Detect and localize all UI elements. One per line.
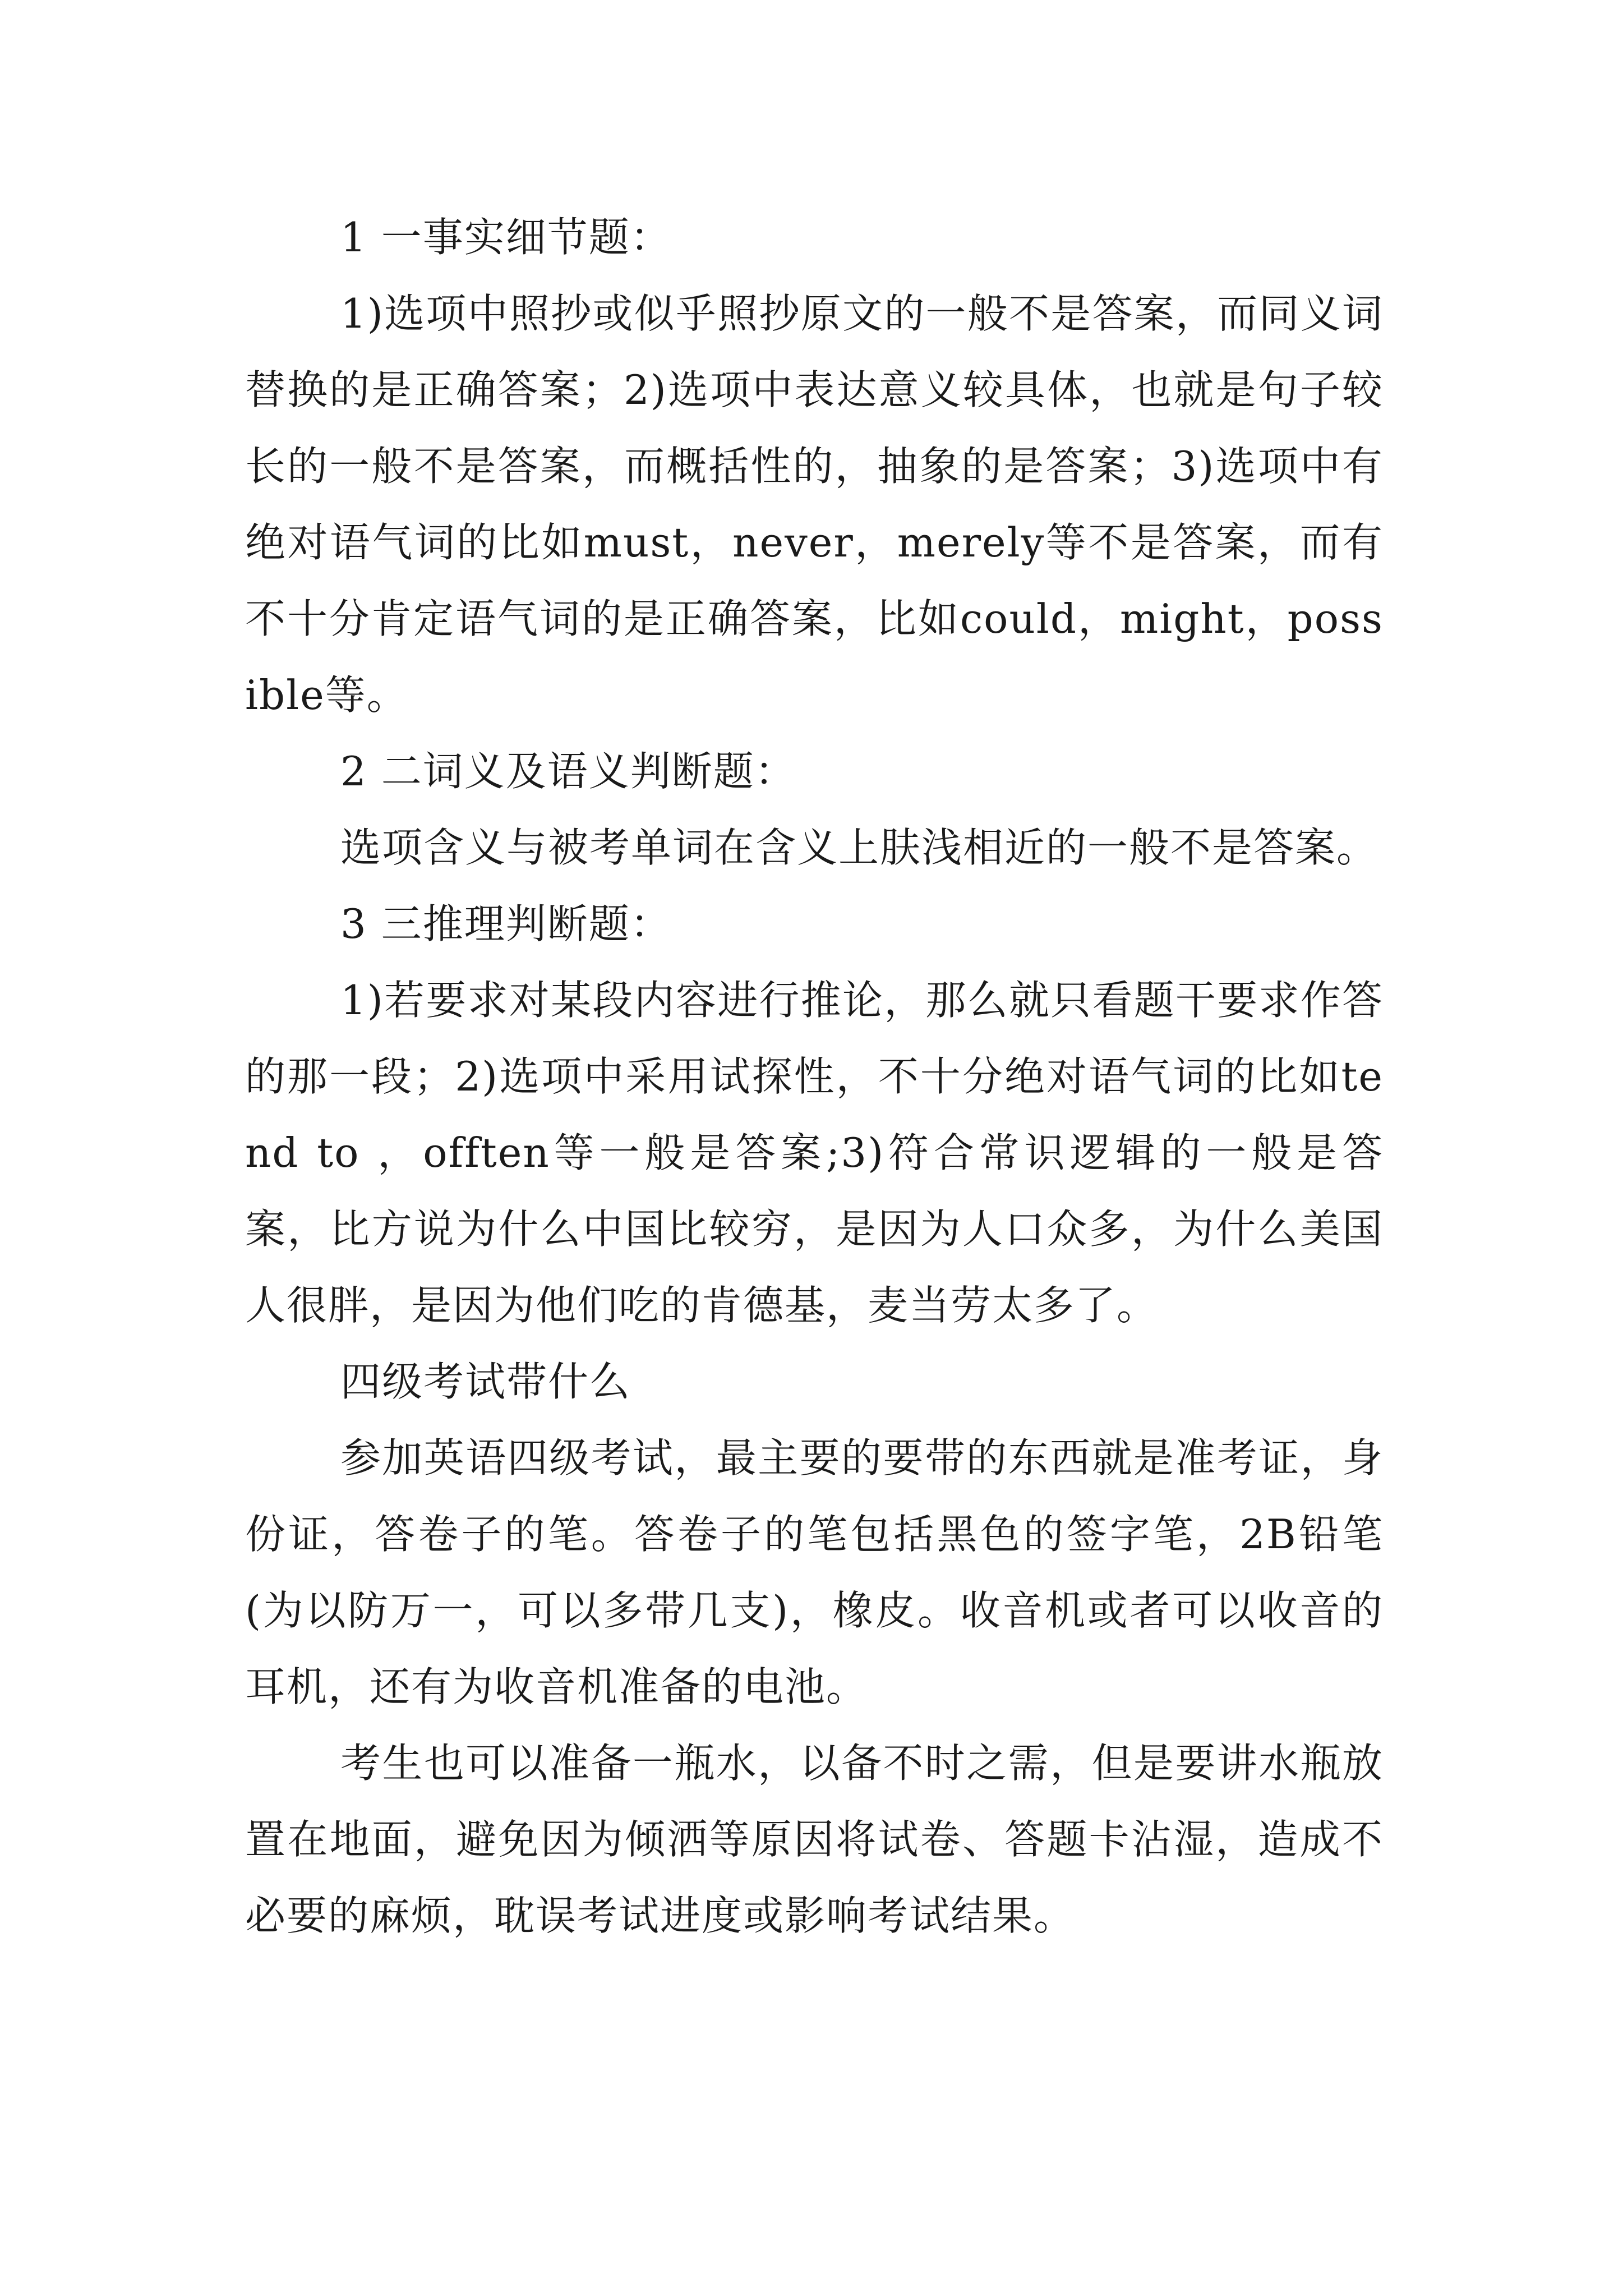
section-heading-fact-detail: 1 一事实细节题：: [340, 214, 672, 261]
section-heading-inference: 3 三推理判断题：: [340, 900, 672, 947]
paragraph-water-bottle: 考生也可以准备一瓶水，以备不时之需，但是要讲水瓶放置在地面，避免因为倾洒等原因将试卷、答题卡沾湿，造成不必要的麻烦，耽误考试进度或影响考试结果。: [245, 1740, 1384, 1939]
paragraph-fact-detail-tips: 1)选项中照抄或似乎照抄原文的一般不是答案，而同义词替换的是正确答案；2)选项中表达意义较具体，也就是句子较长的一般不是答案，而概括性的，抽象的是答案；3)选项中有绝对语气词的比如must，never，merely等不是答案，而有不十分肯定语气词的是正确答案，比如could，might，possible等。: [245, 290, 1384, 719]
paragraph-word-meaning-tips: 选项含义与被考单词在含义上肤浅相近的一般不是答案。: [340, 824, 1378, 871]
paragraph-items-to-bring: 参加英语四级考试，最主要的要带的东西就是准考证，身份证，答卷子的笔。答卷子的笔包括黑色的签字笔，2B铅笔(为以防万一，可以多带几支)，橡皮。收音机或者可以收音的耳机，还有为收音机准备的电池。: [245, 1434, 1384, 1710]
document-body: [245, 199, 1384, 1954]
section-heading-word-meaning: 2 二词义及语义判断题：: [340, 748, 796, 795]
paragraph-inference-tips: 1)若要求对某段内容进行推论，那么就只看题干要求作答的那一段；2)选项中采用试探性，不十分绝对语气词的比如tend to ，offten等一般是答案;3)符合常识逻辑的一般是答案，比方说为什么中国比较穷，是因为人口众多，为什么美国人很胖，是因为他们吃的肯德基，麦当劳太多了。: [245, 977, 1384, 1329]
section-heading-what-to-bring: 四级考试带什么: [340, 1358, 631, 1405]
